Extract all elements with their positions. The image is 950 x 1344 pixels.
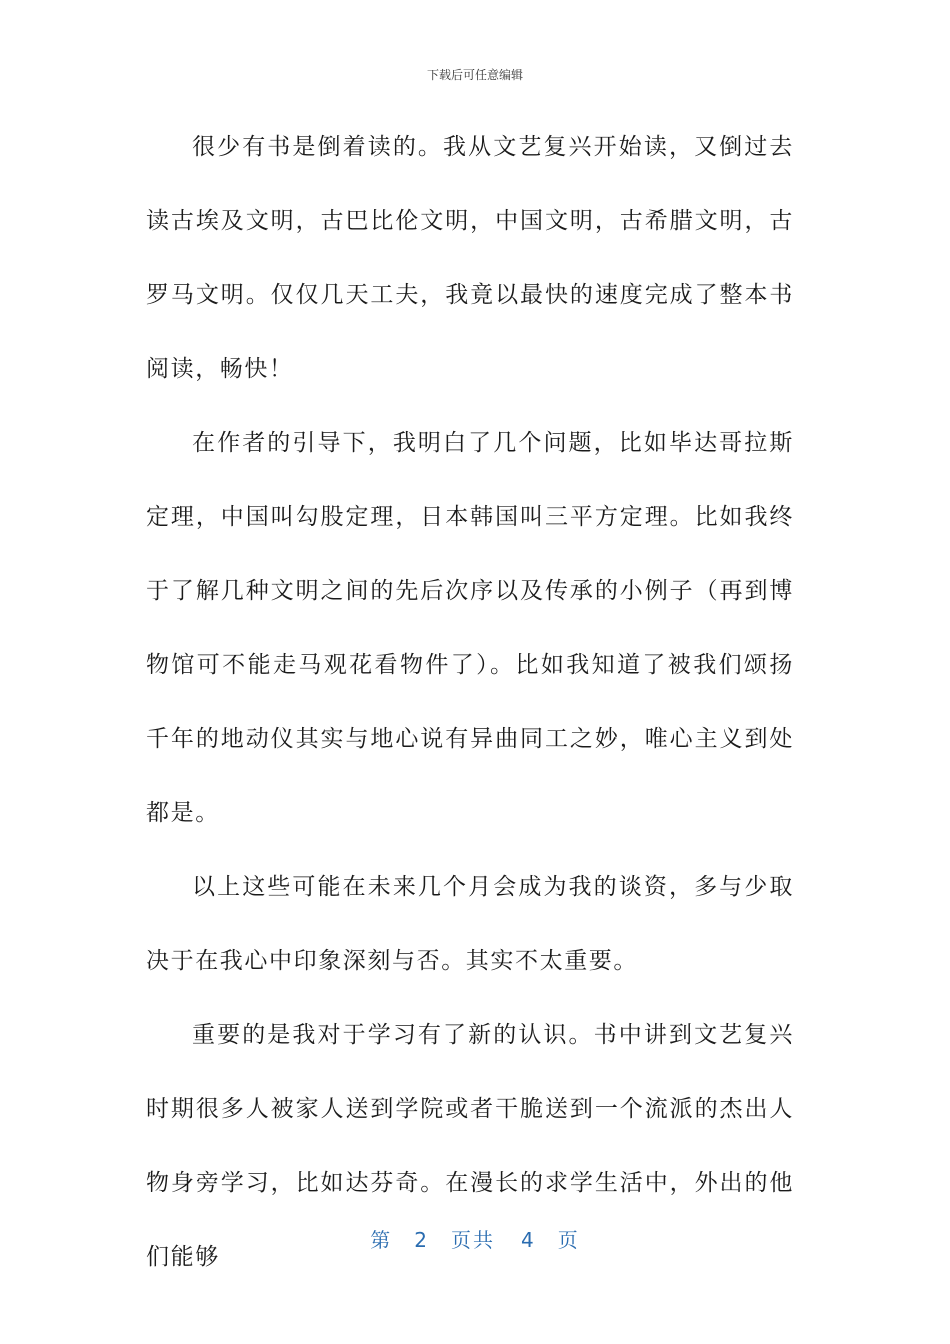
total-pages-number: 4 — [521, 1228, 536, 1252]
footer-prefix: 第 — [370, 1228, 393, 1252]
footer-middle: 页共 — [451, 1228, 495, 1252]
paragraph-4: 重要的是我对于学习有了新的认识。书中讲到文艺复兴时期很多人被家人送到学院或者干脆送到一个流派的杰出人物身旁学习，比如达芬奇。在漫长的求学生活中，外出的他们能够 — [146, 1022, 794, 1270]
paragraph-1: 很少有书是倒着读的。我从文艺复兴开始读，又倒过去读古埃及文明，古巴比伦文明，中国文明，古希腊文明，古罗马文明。仅仅几天工夫，我竟以最快的速度完成了整本书阅读，畅快！ — [146, 134, 794, 382]
paragraph-2: 在作者的引导下，我明白了几个问题，比如毕达哥拉斯定理，中国叫勾股定理，日本韩国叫三平方定理。比如我终于了解几种文明之间的先后次序以及传承的小例子（再到博物馆可不能走马观花看物件了）。比如我知道了被我们颂扬千年的地动仪其实与地心说有异曲同工之妙，唯心主义到处都是。 — [146, 430, 794, 826]
header-note: 下载后可任意编辑 — [426, 68, 523, 82]
footer-suffix: 页 — [557, 1228, 580, 1252]
current-page-number: 2 — [414, 1228, 429, 1252]
paragraph-3: 以上这些可能在未来几个月会成为我的谈资，多与少取决于在我心中印象深刻与否。其实不太重要。 — [146, 874, 794, 974]
document-body — [146, 110, 794, 1294]
page-footer — [0, 1224, 950, 1253]
